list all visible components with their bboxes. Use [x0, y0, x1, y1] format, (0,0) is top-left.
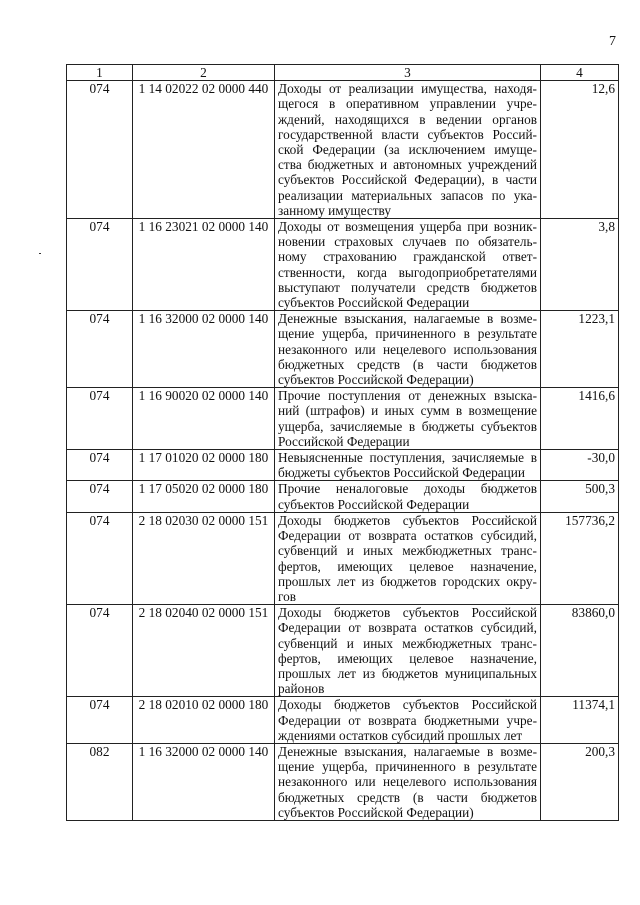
table-row [67, 697, 619, 744]
description-line: ства бюджетных и автономных учреждений [278, 157, 537, 173]
revenue-table [66, 64, 619, 821]
page-number: 7 [609, 34, 616, 49]
description-line: Доходы от реализации имущества, находя- [278, 81, 537, 97]
table-row [67, 311, 619, 388]
amount-cell: 200,3 [541, 743, 619, 820]
description-line: незаконного или нецелевого использования [278, 341, 537, 357]
description-cell [275, 450, 541, 481]
description-line: выступают получатели средств бюджетов [278, 279, 537, 295]
description-cell [275, 311, 541, 388]
budget-code-cell: 1 17 05020 02 0000 180 [133, 481, 275, 512]
amount-cell: 83860,0 [541, 605, 619, 697]
description-line: бюджетных средств (в части бюджетов [278, 789, 537, 805]
stray-mark [39, 253, 41, 254]
description-line: ской Федерации (за исключением имуще- [278, 142, 537, 158]
amount-cell: 3,8 [541, 219, 619, 311]
description-line: Невыясненные поступления, зачисляемые в [278, 450, 537, 466]
budget-code-cell: 2 18 02030 02 0000 151 [133, 512, 275, 604]
description-line: ственности, когда выгодоприобретателями [278, 264, 537, 280]
table-header-row [67, 65, 619, 81]
description-line: субъектов Российской Федерации) [278, 804, 474, 820]
budget-code-cell: 1 16 32000 02 0000 140 [133, 743, 275, 820]
description-line: субвенций и иных межбюджетных транс- [278, 543, 537, 559]
description-cell [275, 219, 541, 311]
admin-code-cell: 074 [67, 81, 133, 219]
amount-cell: 12,6 [541, 81, 619, 219]
description-line: Доходы бюджетов субъектов Российской [278, 605, 537, 621]
description-line: занному имуществу [278, 202, 392, 218]
table-row [67, 481, 619, 512]
description-line: Федерации от возврата бюджетными учре- [278, 712, 537, 728]
description-line: районов [278, 681, 325, 697]
description-line: гов [278, 588, 297, 604]
description-line: незаконного или нецелевого использования [278, 774, 537, 790]
description-line: прошлых лет из бюджетов городских окру- [278, 573, 537, 589]
description-line: Федерации от возврата остатков субсидий, [278, 528, 537, 544]
table-row [67, 743, 619, 820]
budget-code-cell: 2 18 02010 02 0000 180 [133, 697, 275, 744]
table-body [67, 81, 619, 821]
description-cell [275, 388, 541, 450]
budget-code-cell: 2 18 02040 02 0000 151 [133, 605, 275, 697]
description-line: Денежные взыскания, налагаемые в возме- [278, 743, 537, 759]
description-line: щение ущерба, причиненного в результате [278, 759, 537, 775]
description-line: фертов, имеющих целевое назначение, [278, 558, 537, 574]
admin-code-cell: 074 [67, 388, 133, 450]
table-row [67, 81, 619, 219]
budget-code-cell: 1 17 01020 02 0000 180 [133, 450, 275, 481]
table-row [67, 450, 619, 481]
admin-code-cell: 074 [67, 450, 133, 481]
column-header: 3 [275, 65, 541, 81]
amount-cell: 11374,1 [541, 697, 619, 744]
admin-code-cell: 074 [67, 311, 133, 388]
column-header: 1 [67, 65, 133, 81]
description-line: субъектов Российской Федерации [278, 295, 470, 311]
description-line: Прочие поступления от денежных взыска- [278, 388, 537, 404]
description-line: субъектов Российской Федерации), в части [278, 172, 537, 188]
description-line: ному страхованию гражданской ответ- [278, 249, 537, 265]
budget-code-cell: 1 16 23021 02 0000 140 [133, 219, 275, 311]
description-line: фертов, имеющих целевое назначение, [278, 650, 537, 666]
description-line: Доходы от возмещения ущерба при возник- [278, 219, 537, 235]
description-line: ний (штрафов) и иных сумм в возмещение [278, 403, 537, 419]
column-header: 2 [133, 65, 275, 81]
description-line: государственной власти субъектов Россий- [278, 126, 537, 142]
amount-cell: 1223,1 [541, 311, 619, 388]
description-line: Федерации от возврата остатков субсидий, [278, 620, 537, 636]
description-line: субъектов Российской Федерации) [278, 372, 474, 388]
description-cell [275, 81, 541, 219]
description-line: Российской Федерации [278, 433, 410, 449]
description-line: ждениями остатков субсидий прошлых лет [278, 727, 523, 743]
amount-cell: 500,3 [541, 481, 619, 512]
description-line: щение ущерба, причиненного в результате [278, 326, 537, 342]
table-row [67, 388, 619, 450]
table-row [67, 512, 619, 604]
admin-code-cell: 074 [67, 219, 133, 311]
table-row [67, 219, 619, 311]
column-header: 4 [541, 65, 619, 81]
description-line: Прочие неналоговые доходы бюджетов [278, 481, 537, 497]
description-line: щегося в оперативном управлении учре- [278, 96, 537, 112]
description-line: прошлых лет из бюджетов муниципальных [278, 665, 537, 681]
admin-code-cell: 074 [67, 512, 133, 604]
description-line: ущерба, зачисляемые в бюджеты субъектов [278, 418, 537, 434]
description-line: Доходы бюджетов субъектов Российской [278, 512, 537, 528]
description-line: Доходы бюджетов субъектов Российской [278, 697, 537, 713]
description-line: новении страховых случаев по обязатель- [278, 234, 537, 250]
description-line: субъектов Российской Федерации [278, 496, 470, 512]
description-cell [275, 481, 541, 512]
amount-cell: -30,0 [541, 450, 619, 481]
table-row [67, 605, 619, 697]
budget-code-cell: 1 14 02022 02 0000 440 [133, 81, 275, 219]
budget-code-cell: 1 16 32000 02 0000 140 [133, 311, 275, 388]
description-line: реализации материальных запасов по ука- [278, 187, 537, 203]
admin-code-cell: 082 [67, 743, 133, 820]
description-line: субвенций и иных межбюджетных транс- [278, 635, 537, 651]
description-line: Денежные взыскания, налагаемые в возме- [278, 311, 537, 327]
admin-code-cell: 074 [67, 605, 133, 697]
amount-cell: 1416,6 [541, 388, 619, 450]
description-line: ждений, находящихся в ведении органов [278, 111, 537, 127]
amount-cell: 157736,2 [541, 512, 619, 604]
description-line: бюджетных средств (в части бюджетов [278, 356, 537, 372]
admin-code-cell: 074 [67, 481, 133, 512]
budget-code-cell: 1 16 90020 02 0000 140 [133, 388, 275, 450]
description-cell [275, 743, 541, 820]
description-line: бюджеты субъектов Российской Федерации [278, 465, 526, 481]
admin-code-cell: 074 [67, 697, 133, 744]
description-cell [275, 512, 541, 604]
description-cell [275, 697, 541, 744]
description-cell [275, 605, 541, 697]
